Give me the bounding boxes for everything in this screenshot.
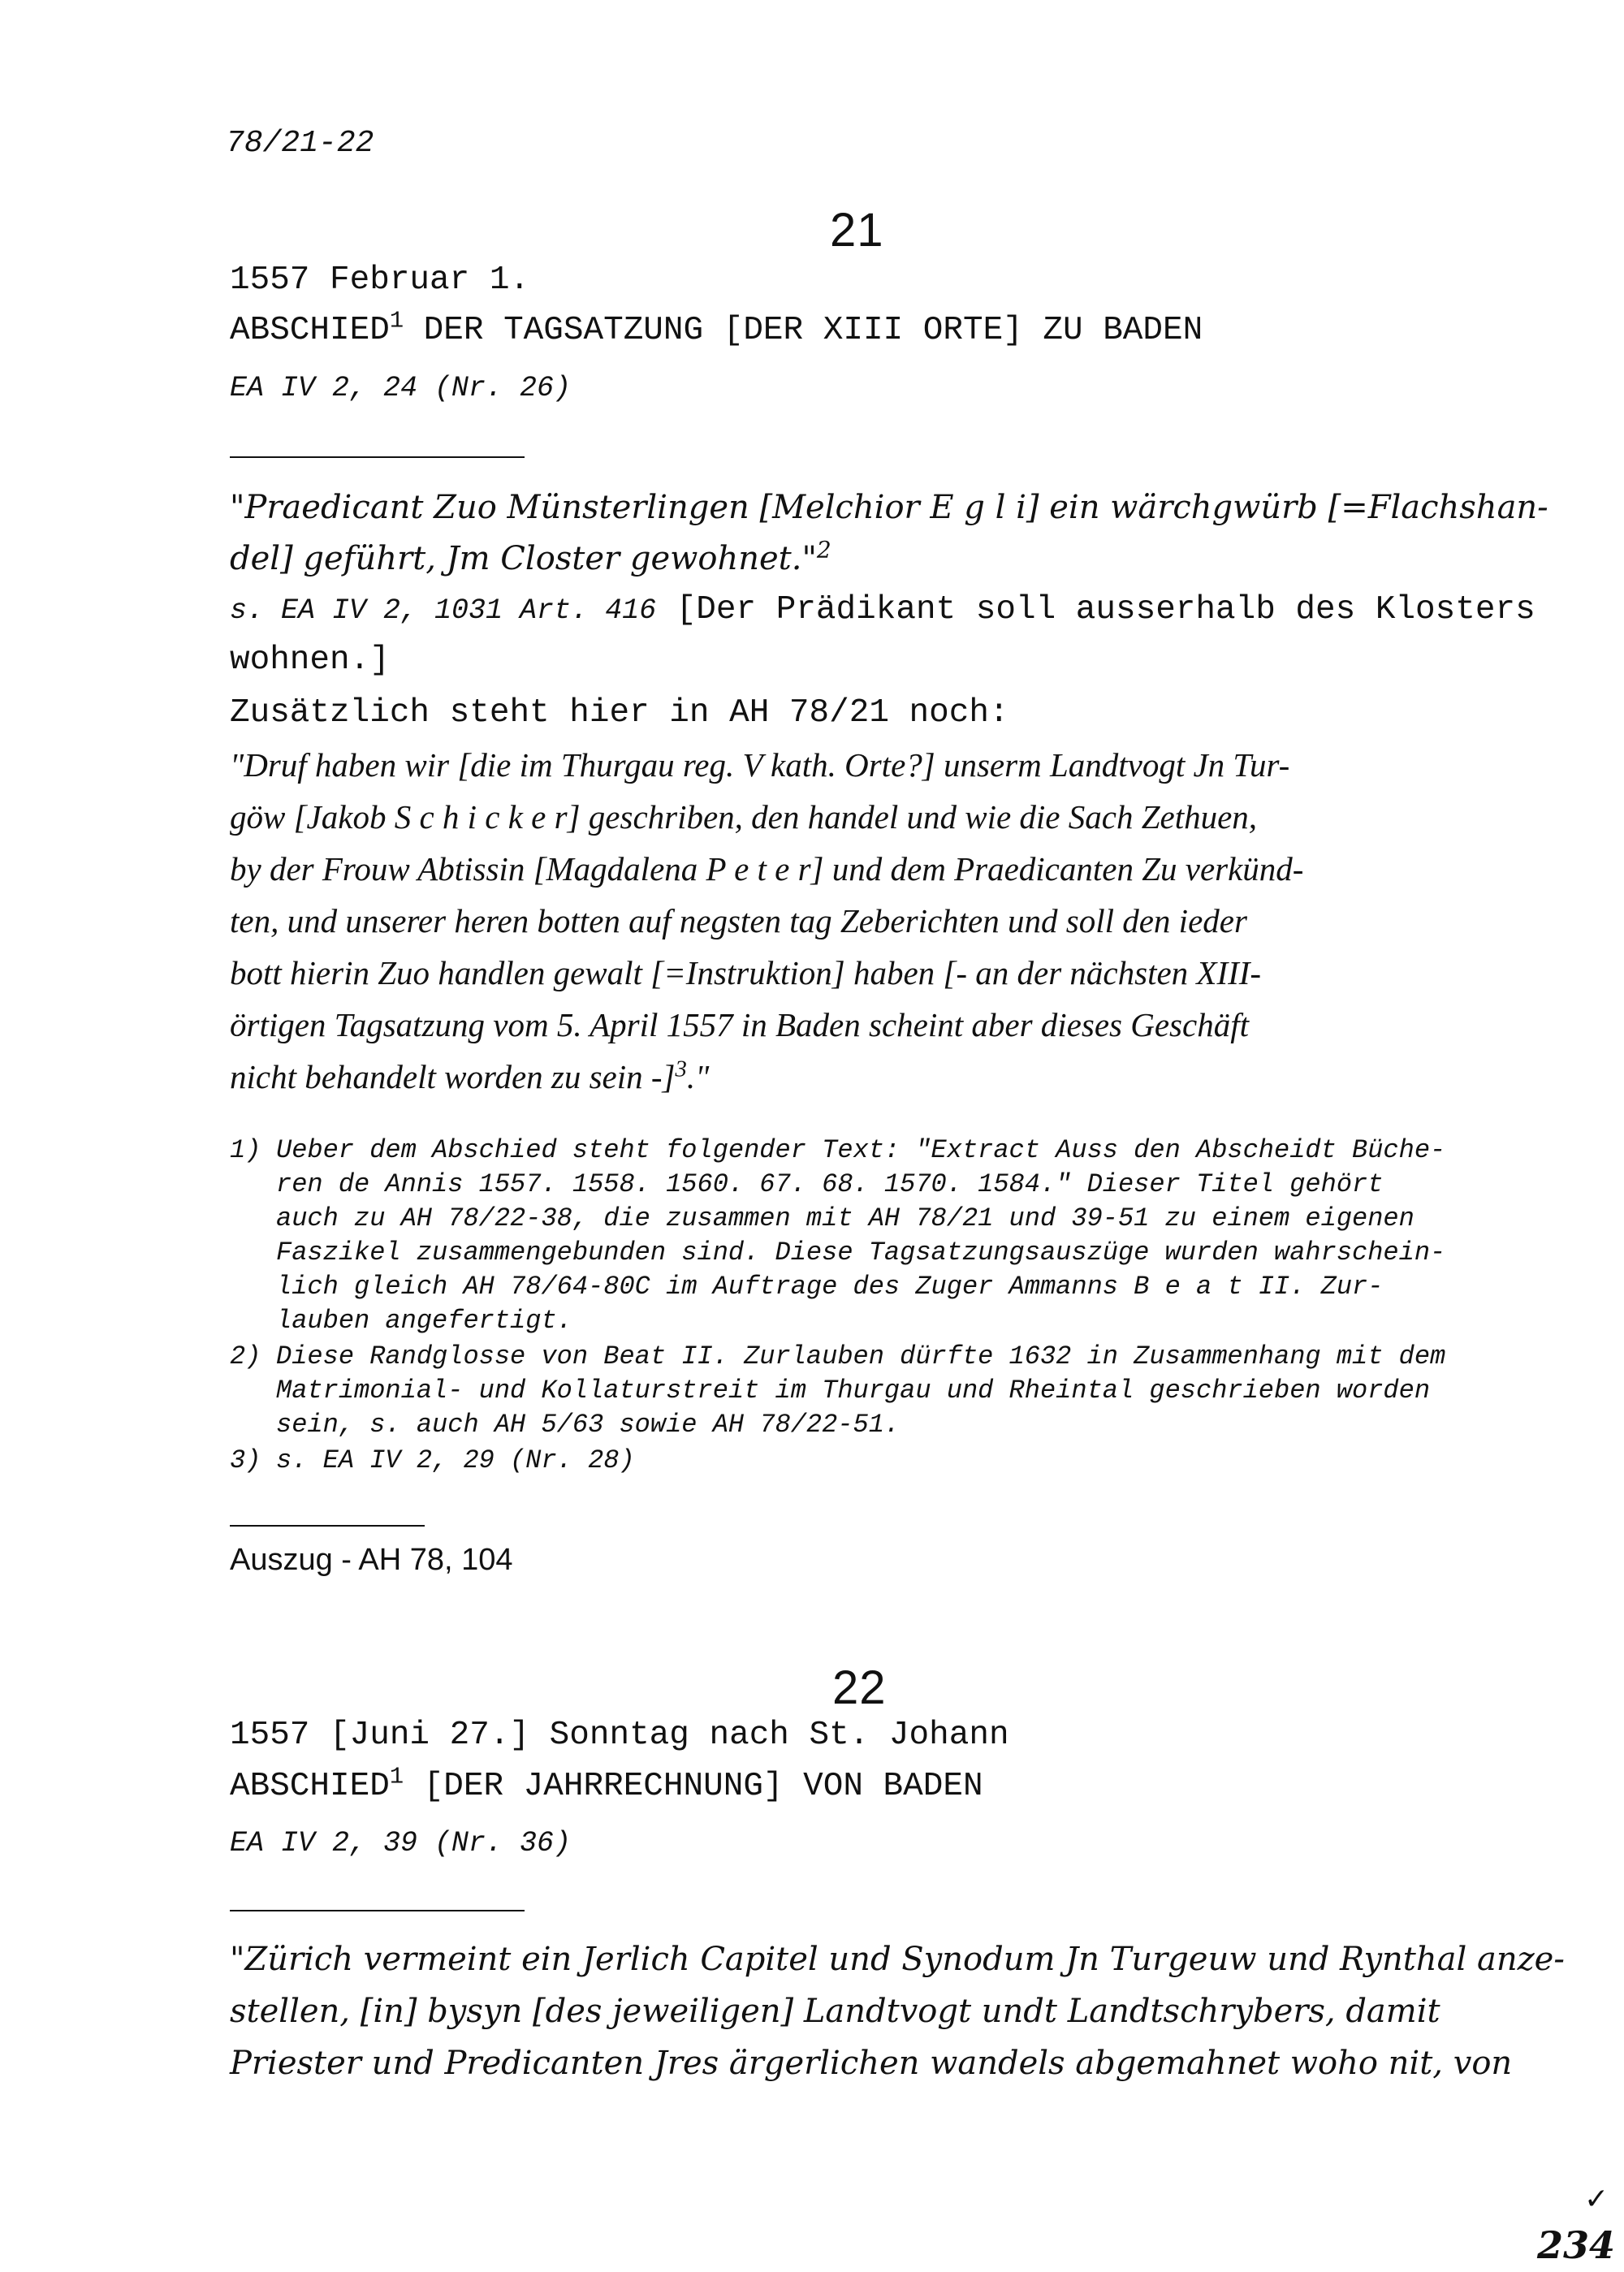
entry-21-extra-intro: Zusätzlich steht hier in AH 78/21 noch: [230,694,1009,732]
check-mark: ✓ [1584,2183,1609,2216]
footnote-rule [230,1525,425,1527]
entry-21-extra-line-2: göw [Jakob S c h i c k e r] geschriben, den handel und wie die Sach Zethuen, [230,798,1258,836]
entry-21-extra-footnote-ref: 3 [675,1056,687,1082]
entry-21-quote-footnote-ref: 2 [816,536,831,564]
entry-21-excerpt: Auszug - AH 78, 104 [230,1543,513,1577]
footnote-1-line: auch zu AH 78/22-38, die zusammen mit AH 78/21 und 39-51 zu einem eigenen [276,1203,1415,1233]
entry-21-source: EA IV 2, 24 (Nr. 26) [230,372,572,404]
entry-22-title-b: [DER JAHRRECHNUNG] VON BADEN [404,1768,983,1805]
footnote-1-line: lich gleich AH 78/64-80C im Auftrage des Zuger Ammanns B e a t II. Zur- [276,1272,1384,1302]
entry-21-ea-reference-cont: wohnen.] [230,641,390,679]
entry-22-quote-line-2: stellen, [in] bysyn [des jeweiligen] Landtvogt undt Landtschrybers, damit [230,1993,1440,2030]
footnote-2-number: 2) [230,1341,261,1371]
entry-22-number: 22 [832,1661,887,1714]
footnote-1-number: 1) [230,1135,261,1165]
archive-reference: 78/21-22 [226,126,374,161]
entry-21-title-footnote-ref: 1 [389,307,404,335]
footnote-3-number: 3) [230,1445,261,1475]
entry-21-quote-line-1: "Praedicant Zuo Münsterlingen [Melchior E g l i] ein wärchgwürb [=Flachshan- [230,489,1548,526]
entry-21-number: 21 [830,204,884,257]
footnote-1-line: Faszikel zusammengebunden sind. Diese Tagsatzungsauszüge wurden wahrschein- [276,1238,1446,1268]
footnote-1-line: Ueber dem Abschied steht folgender Text: "Extract Auss den Abscheidt Büche- [276,1135,1446,1165]
entry-21-quote-line-2 [230,536,831,577]
entry-22-quote-line-1: "Zürich vermeint ein Jerlich Capitel und Synodum Jn Turgeuw und Rynthal anze- [230,1941,1565,1978]
section-rule [230,456,525,458]
footnote-2-line: Matrimonial- und Kollaturstreit im Thurgau und Rheintal geschrieben worden [276,1376,1431,1406]
entry-22-date: 1557 [Juni 27.] Sonntag nach St. Johann [230,1717,1009,1754]
entry-21-title-b: DER TAGSATZUNG [DER XIII ORTE] ZU BADEN [404,312,1203,349]
entry-21-extra-last-end: ." [686,1058,710,1095]
section-rule [230,1910,525,1911]
handwritten-page-number: 234 [1537,2223,1616,2267]
entry-22-source: EA IV 2, 39 (Nr. 36) [230,1827,572,1859]
entry-21-title [230,307,1203,349]
footnote-2-line: Diese Randglosse von Beat II. Zurlauben dürfte 1632 in Zusammenhang mit dem [276,1341,1446,1371]
entry-22-title [230,1763,983,1805]
footnote-2-line: sein, s. auch AH 5/63 sowie AH 78/22-51. [276,1410,901,1440]
entry-21-extra-line-1: "Druf haben wir [die im Thurgau reg. V kath. Orte?] unserm Landtvogt Jn Tur- [230,746,1290,784]
entry-21-ea-ref-a: s. EA IV 2, 1031 Art. 416 [230,594,657,627]
entry-21-extra-line-5: bott hierin Zuo handlen gewalt [=Instruktion] haben [- an der nächsten XIII- [230,954,1262,991]
entry-21-extra-line-3: by der Frouw Abtissin [Magdalena P e t e r] und dem Praedicanten Zu verkünd- [230,850,1304,888]
entry-21-ea-ref-b: [Der Prädikant soll ausserhalb des Klosters [656,591,1535,628]
entry-21-extra-line-6: örtigen Tagsatzung vom 5. April 1557 in Baden scheint aber dieses Geschäft [230,1006,1249,1043]
footnote-1-line: ren de Annis 1557. 1558. 1560. 67. 68. 1570. 1584." Dieser Titel gehört [276,1169,1384,1199]
footnote-3-line: s. EA IV 2, 29 (Nr. 28) [276,1445,635,1475]
entry-22-quote-line-3: Priester und Predicanten Jres ärgerlichen wandels abgemahnet woho nit, von [230,2045,1513,2082]
entry-21-date: 1557 Februar 1. [230,261,530,299]
entry-22-title-footnote-ref: 1 [389,1763,404,1790]
entry-21-extra-last-text: nicht behandelt worden zu sein -] [230,1058,676,1095]
entry-21-quote-l2-text: del] geführt, Jm Closter gewohnet." [230,540,817,577]
footnote-1-line: lauben angefertigt. [276,1306,572,1336]
entry-21-title-a: ABSCHIED [230,312,390,349]
entry-21-ea-reference [230,591,1535,628]
entry-22-title-a: ABSCHIED [230,1768,390,1805]
entry-21-extra-line-7 [230,1057,709,1096]
entry-21-extra-line-4: ten, und unserer heren botten auf negsten tag Zeberichten und soll den ieder [230,902,1247,939]
